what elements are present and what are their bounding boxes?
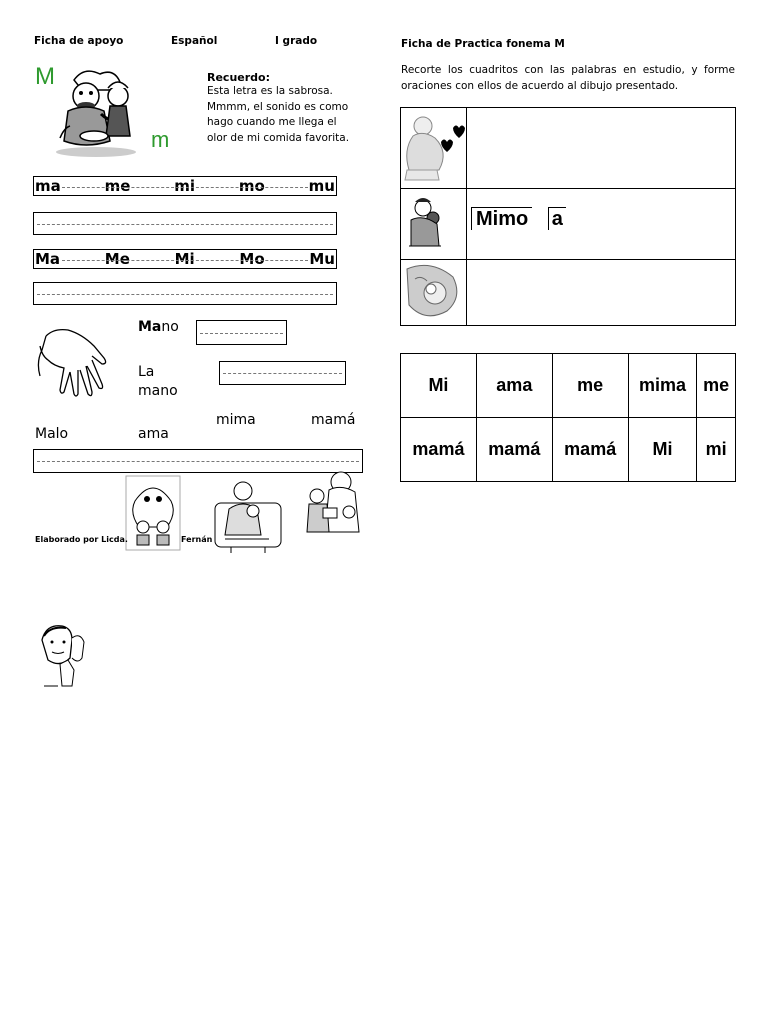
word-cell: mamá xyxy=(552,418,628,482)
recuerdo-title: Recuerdo: xyxy=(207,71,270,84)
baby-in-womb-icon xyxy=(401,259,466,325)
word-mano-bold: Ma xyxy=(138,319,162,335)
picture-row xyxy=(401,108,735,189)
syllable: me xyxy=(104,177,131,195)
word-mima: mima xyxy=(216,412,256,428)
header-subject: Español xyxy=(171,35,218,47)
syllable: Ma xyxy=(35,250,61,268)
grandparent-illustration-icon xyxy=(211,475,285,555)
picture-row xyxy=(401,259,735,325)
word-cell: ama xyxy=(476,354,552,418)
chef-illustration-icon xyxy=(46,66,146,158)
header-grade: I grado xyxy=(275,35,318,47)
picture-sentence-table xyxy=(400,107,736,326)
footer-fernan: Fernán xyxy=(181,535,213,544)
table-row xyxy=(401,418,736,482)
syllable: mo xyxy=(238,177,265,195)
example-word-1: Mimo xyxy=(471,207,532,230)
word-cell: Mi xyxy=(401,354,477,418)
word-cutout-table xyxy=(400,353,736,482)
practice-title: Ficha de Practica fonema M xyxy=(401,38,565,50)
family-reading-illustration-icon xyxy=(303,468,363,543)
word-mama: mamá xyxy=(311,412,356,428)
mother-child-hug-icon xyxy=(401,188,466,259)
footer-elaborado: Elaborado por Licda. xyxy=(35,535,128,544)
word-cell: me xyxy=(697,354,736,418)
writing-box-mano xyxy=(196,320,287,345)
writing-box-la-mano xyxy=(219,361,346,385)
syllable: Mo xyxy=(239,250,265,268)
picture-cell xyxy=(401,259,467,325)
children-illustration-icon xyxy=(125,475,181,551)
recuerdo-line-2: Mmmm, el sonido es como xyxy=(207,100,349,113)
picture-cell xyxy=(401,188,467,259)
writing-line-box xyxy=(33,282,337,305)
word-malo: Malo xyxy=(35,426,69,442)
picture-cell xyxy=(401,108,467,188)
word-cell: mi xyxy=(697,418,736,482)
syllable: Me xyxy=(104,250,130,268)
phrase-la: La xyxy=(138,364,155,380)
thinking-boy-icon xyxy=(38,622,86,688)
phrase-la-mano xyxy=(138,363,178,401)
word-cell: Mi xyxy=(628,418,697,482)
syllable-row-lower xyxy=(33,176,337,196)
hand-outline-icon xyxy=(34,320,110,398)
picture-row xyxy=(401,188,735,260)
word-ama: ama xyxy=(138,426,169,442)
syllable-row-upper xyxy=(33,249,337,269)
pregnant-mother-icon xyxy=(401,108,466,188)
phrase-mano: mano xyxy=(138,383,178,399)
word-cell: me xyxy=(552,354,628,418)
syllable: Mi xyxy=(174,250,195,268)
recuerdo-line-1: Esta letra es la sabrosa. xyxy=(207,85,333,97)
recuerdo-line-3: hago cuando me llega el xyxy=(207,116,337,128)
big-letter-lower: m xyxy=(151,127,170,152)
word-cell: mima xyxy=(628,354,697,418)
writing-line-box xyxy=(33,212,337,235)
word-cell: mamá xyxy=(476,418,552,482)
heart-icon xyxy=(453,126,465,139)
practice-instructions: Recorte los cuadritos con las palabras en estudio, y forme oraciones con ellos de acuerdo al dibujo presentado. xyxy=(401,64,735,92)
word-mano-rest: no xyxy=(161,319,179,335)
table-row xyxy=(401,354,736,418)
word-cell: mamá xyxy=(401,418,477,482)
example-word-mimo xyxy=(471,208,566,231)
big-letter-upper: M xyxy=(35,63,55,90)
word-mano xyxy=(138,319,179,335)
recuerdo-line-4: olor de mi comida favorita. xyxy=(207,131,350,144)
syllable: mi xyxy=(174,177,196,195)
example-word-2: a xyxy=(548,207,566,230)
header-ficha-apoyo: Ficha de apoyo xyxy=(34,35,124,47)
syllable: mu xyxy=(308,177,335,195)
syllable: Mu xyxy=(309,250,335,268)
syllable: ma xyxy=(35,177,61,195)
